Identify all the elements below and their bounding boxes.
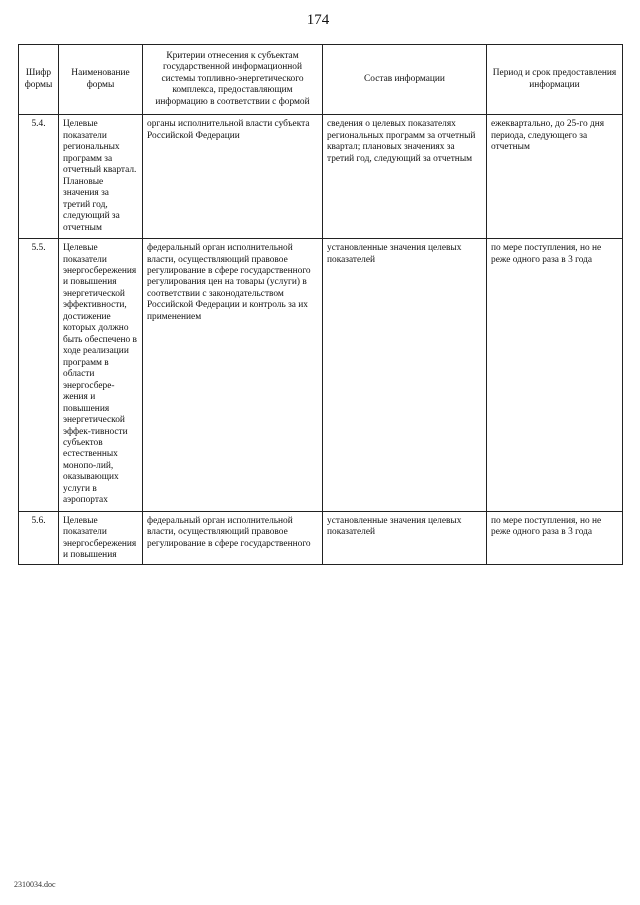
row-criteria: органы исполнительной власти субъекта Российской Федерации [143,115,323,239]
row-period: ежеквартально, до 25-го дня периода, следующего за отчетным [487,115,623,239]
row-form-name: Целевые показатели энергосбережения и повышения энергетической эффективности, достижение которых должно быть обеспечено в ходе реализации программ в области энергосбере-жения и повышения энергетической эффек-тивности субъектов естественных монопо-лий, оказывающих услуги в аэропортах [59,239,143,512]
row-code: 5.4. [19,115,59,239]
table-row [19,511,623,564]
row-composition: установленные значения целевых показателей [323,511,487,564]
row-period: по мере поступления, но не реже одного раза в 3 года [487,239,623,512]
row-criteria: федеральный орган исполнительной власти, осуществляющий правовое регулирование в сфере государственного [143,511,323,564]
table-header-row [19,45,623,115]
table-row [19,239,623,512]
row-criteria: федеральный орган исполнительной власти, осуществляющий правовое регулирование в сфере государственного регулирования цен на товары (услуги) в соответствии с законодательством Российской Федерации и контроль за их применением [143,239,323,512]
row-code: 5.6. [19,511,59,564]
row-composition: сведения о целевых показателях региональных программ за отчетный квартал; плановых значениях за третий год, следующий за отчетным [323,115,487,239]
header-code: Шифр формы [19,45,59,115]
row-composition: установленные значения целевых показателей [323,239,487,512]
forms-table [18,44,623,565]
footer-file-name: 2310034.doc [14,880,56,889]
row-code: 5.5. [19,239,59,512]
row-period: по мере поступления, но не реже одного раза в 3 года [487,511,623,564]
header-composition: Состав информации [323,45,487,115]
row-form-name: Целевые показатели энергосбережения и повышения [59,511,143,564]
header-name: Наименование формы [59,45,143,115]
table-row [19,115,623,239]
header-criteria: Критерии отнесения к субъектам государственной информационной системы топливно-энергетического комплекса, предоставляющим информацию в соответствии с формой [143,45,323,115]
header-period: Период и срок предоставления информации [487,45,623,115]
page-number: 174 [306,12,330,28]
row-form-name: Целевые показатели региональных программ за отчетный квартал. Плановые значения за третий год, следующий за отчетным [59,115,143,239]
